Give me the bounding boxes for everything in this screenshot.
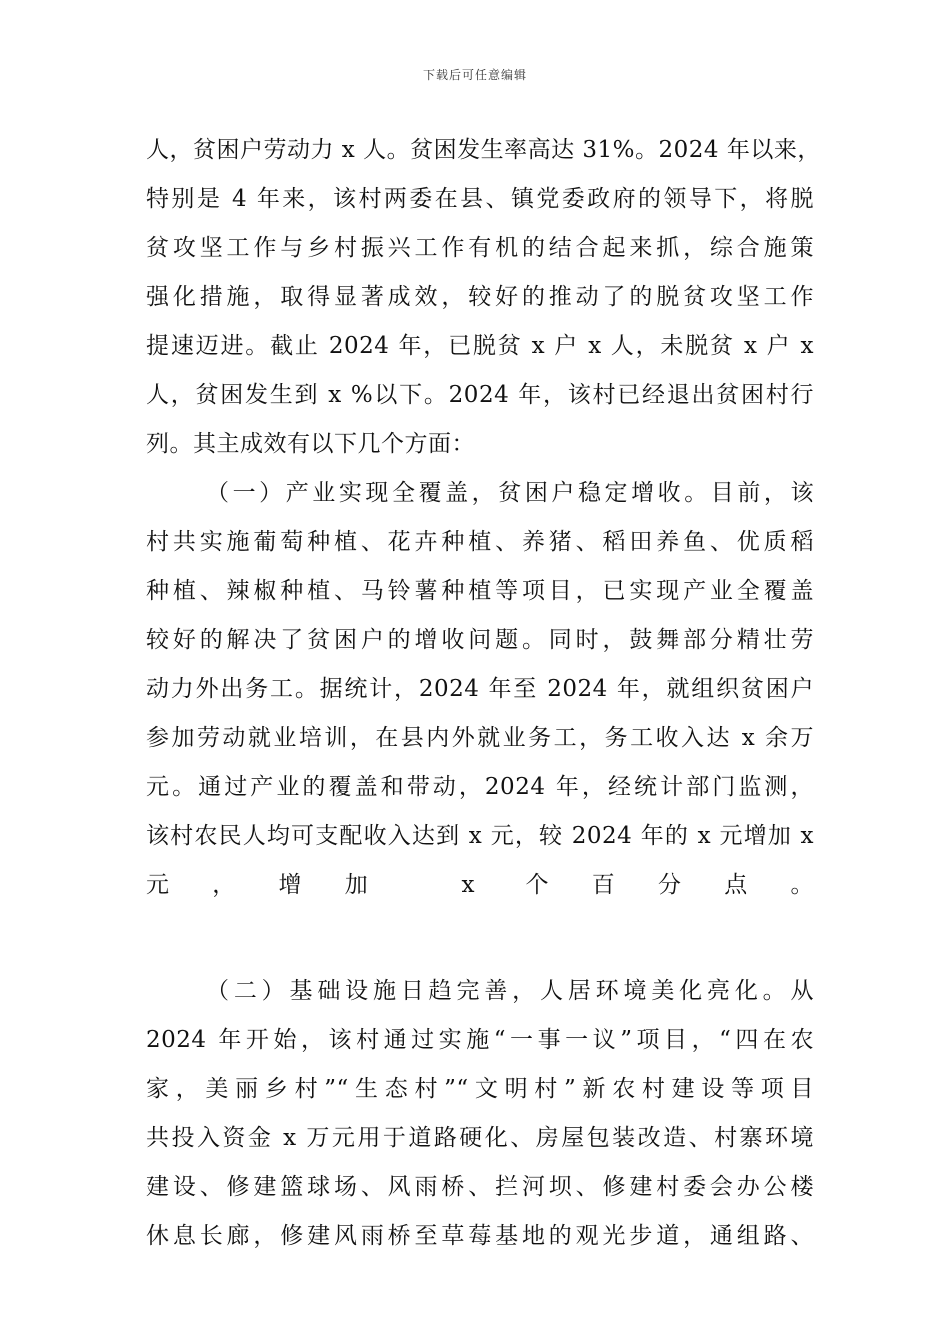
text-line: （二）基础设施日趋完善，人居环境美化亮化。从 [206, 978, 814, 1004]
text-line: 种植、辣椒种植、马铃薯种植等项目，已实现产业全覆盖 [146, 578, 814, 604]
text-line: 家，美丽乡村”“生态村”“文明村”新农村建设等项目 [146, 1076, 814, 1102]
text-line: 2024 年开始，该村通过实施“一事一议”项目，“四在农 [146, 1027, 814, 1053]
paragraph-gap [146, 959, 814, 967]
text-line: 动力外出务工。据统计，2024 年至 2024 年，就组织贫困户 [146, 676, 814, 702]
paragraph-intro [146, 126, 821, 469]
text-line: 共投入资金 x 万元用于道路硬化、房屋包装改造、村寨环境 [146, 1125, 814, 1151]
text-line: 建设、修建篮球场、风雨桥、拦河坝、修建村委会办公楼 [146, 1174, 814, 1200]
text-line: 强化措施，取得显著成效，较好的推动了的脱贫攻坚工作 [146, 284, 814, 310]
text-line: 元。通过产业的覆盖和带动，2024 年，经统计部门监测， [146, 774, 814, 800]
text-line: 该村农民人均可支配收入达到 x 元，较 2024 年的 x 元增加 x [146, 823, 814, 849]
text-line: 特别是 4 年来，该村两委在县、镇党委政府的领导下，将脱 [146, 186, 814, 212]
text-line: 元，增加 x 个百分点。 [146, 872, 814, 898]
document-body [146, 126, 821, 1261]
text-line: 人，贫困发生到 x %以下。2024 年，该村已经退出贫困村行 [146, 382, 814, 408]
text-line: （一）产业实现全覆盖，贫困户稳定增收。目前，该 [206, 480, 814, 506]
text-line: 人，贫困户劳动力 x 人。贫困发生率高达 31%。2024 年以来， [146, 137, 821, 163]
text-line: 列。其主成效有以下几个方面： [146, 431, 475, 457]
text-line [146, 910, 814, 959]
text-line: 贫攻坚工作与乡村振兴工作有机的结合起来抓，综合施策 [146, 235, 814, 261]
text-line: 村共实施葡萄种植、花卉种植、养猪、稻田养鱼、优质稻 [146, 529, 814, 555]
text-line: 参加劳动就业培训，在县内外就业务工，务工收入达 x 余万 [146, 725, 814, 751]
text-line: 较好的解决了贫困户的增收问题。同时，鼓舞部分精壮劳 [146, 627, 814, 653]
text-line: 提速迈进。截止 2024 年，已脱贫 x 户 x 人，未脱贫 x 户 x [146, 333, 814, 359]
paragraph-industry [146, 469, 814, 959]
paragraph-infrastructure [146, 967, 814, 1261]
page-header: 下载后可任意编辑 [422, 68, 527, 82]
text-line: 休息长廊，修建风雨桥至草莓基地的观光步道，通组路、 [146, 1223, 814, 1249]
